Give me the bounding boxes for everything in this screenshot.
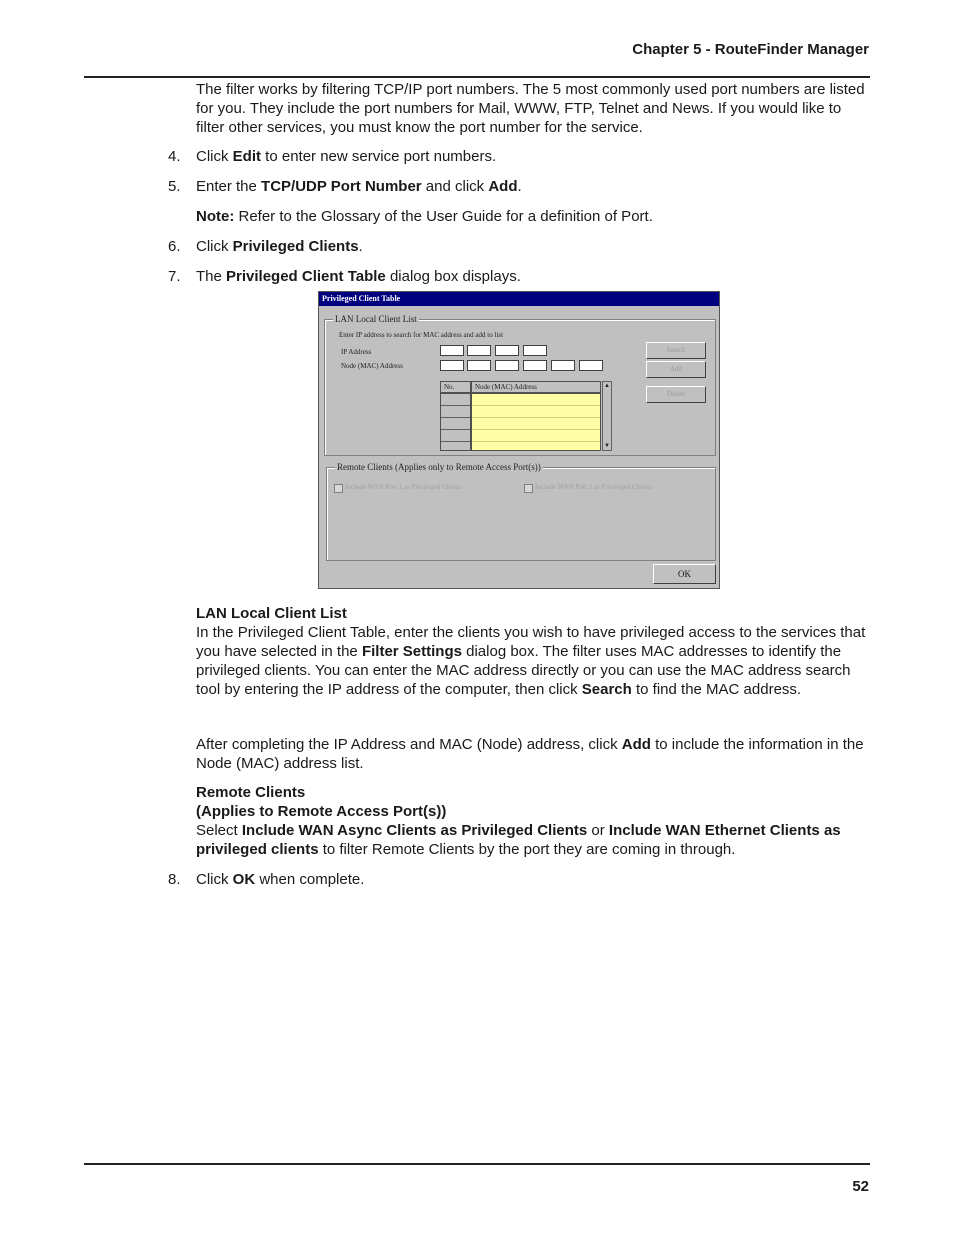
ip-octet-3-field[interactable] — [495, 345, 519, 356]
step-bold: Privileged Client Table — [226, 268, 386, 285]
text: After completing the IP Address and MAC (Node) address, click — [196, 736, 622, 753]
bold-text: Include WAN Ethernet Clients as privileged clients — [196, 822, 841, 858]
step-text: The — [196, 268, 227, 285]
list-scrollbar[interactable] — [602, 381, 612, 451]
step-text: Enter the — [196, 178, 262, 195]
privileged-client-table-dialog — [318, 291, 720, 589]
lan-group-label: LAN Local Client List — [335, 314, 417, 324]
wan-async-checkbox[interactable] — [334, 484, 343, 493]
column-header-node: Node (MAC) Address — [471, 381, 601, 393]
step-text: dialog box displays. — [385, 268, 521, 285]
scroll-down-icon[interactable]: ▼ — [604, 443, 610, 449]
text: dialog box. The filter uses MAC addresses to identify the privileged clients. You can enter the MAC address directly or you can use the MAC address search tool by entering the IP address of the computer, then click — [196, 643, 851, 698]
lan-hint: Enter IP address to search for MAC address and add to list — [339, 331, 504, 339]
step-text: when complete. — [255, 871, 365, 888]
ip-octet-2-field[interactable] — [467, 345, 491, 356]
text: to filter Remote Clients by the port they are coming in through. — [318, 841, 736, 858]
step-text: Click — [196, 148, 233, 165]
step-text: Click — [196, 238, 233, 255]
remote-section-heading: Remote Clients — [196, 784, 306, 801]
note — [196, 207, 872, 226]
header-rule — [84, 76, 870, 78]
text: to find the MAC address. — [631, 681, 802, 698]
dialog-title: Privileged Client Table — [319, 292, 719, 306]
remote-group-label: Remote Clients (Applies only to Remote Access Port(s)) — [337, 462, 541, 472]
mac-octet-6-field[interactable] — [579, 360, 603, 371]
intro-paragraph: The filter works by filtering TCP/IP port numbers. The 5 most commonly used port numbers are listed for you. They include the port numbers for Mail, WWW, FTP, Telnet and News. If you would like to filter other services, you must know the port number for the service. — [196, 81, 865, 136]
step-text: . — [517, 178, 522, 195]
step-bold: Add — [488, 178, 518, 195]
step-bold: TCP/UDP Port Number — [261, 178, 422, 195]
step-bold: OK — [232, 871, 256, 888]
step-number: 4. — [168, 148, 181, 165]
step-number: 5. — [168, 178, 181, 195]
step-number: 7. — [168, 268, 181, 285]
bold-text: Search — [581, 681, 632, 698]
lan-section-paragraph-2 — [196, 735, 872, 773]
row-number-column — [440, 393, 471, 451]
mac-octet-2-field[interactable] — [467, 360, 491, 371]
step-number: 6. — [168, 238, 181, 255]
delete-button[interactable]: Delete — [646, 386, 706, 403]
ip-address-label: IP Address — [341, 348, 372, 356]
node-address-label: Node (MAC) Address — [341, 362, 403, 370]
wan-async-label: Include WAN Port 1 as Privileged Clients — [345, 483, 462, 491]
step-text: to enter new service port numbers. — [261, 148, 497, 165]
lan-section-paragraph-1 — [196, 623, 872, 699]
step-6 — [168, 237, 868, 256]
ip-octet-1-field[interactable] — [440, 345, 464, 356]
step-7 — [168, 267, 868, 286]
step-number: 8. — [168, 871, 181, 888]
wan-ethernet-checkbox[interactable] — [524, 484, 533, 493]
wan-ethernet-label: Include WAN Port 2 as Privileged Clients — [535, 483, 652, 491]
mac-address-list[interactable] — [471, 393, 601, 451]
chapter-title: Chapter 5 - RouteFinder Manager — [632, 41, 869, 58]
step-5 — [168, 177, 868, 196]
lan-section-heading: LAN Local Client List — [196, 605, 347, 622]
footer-rule — [84, 1163, 870, 1165]
ok-button[interactable]: OK — [653, 564, 716, 584]
remote-clients-group — [326, 462, 716, 561]
remote-section-subheading: (Applies to Remote Access Port(s)) — [196, 803, 447, 820]
bold-text: Add — [621, 736, 651, 753]
search-button[interactable]: Search — [646, 342, 706, 359]
note-label: Note: — [196, 208, 235, 225]
text: In the Privileged Client Table, enter the clients you wish to have privileged access to the services that you have selected in the — [196, 624, 866, 660]
column-header-no: No. — [440, 381, 471, 393]
remote-section-paragraph — [196, 821, 872, 859]
step-text: Click — [196, 871, 233, 888]
step-text: . — [358, 238, 363, 255]
text: or — [587, 822, 609, 839]
step-text: and click — [421, 178, 489, 195]
add-button[interactable]: Add — [646, 361, 706, 378]
step-4 — [168, 147, 868, 166]
mac-octet-5-field[interactable] — [551, 360, 575, 371]
mac-octet-4-field[interactable] — [523, 360, 547, 371]
bold-text: Include WAN Async Clients as Privileged Clients — [241, 822, 588, 839]
mac-octet-1-field[interactable] — [440, 360, 464, 371]
bold-text: Filter Settings — [361, 643, 462, 660]
step-bold: Privileged Clients — [232, 238, 359, 255]
ip-octet-4-field[interactable] — [523, 345, 547, 356]
scroll-up-icon[interactable]: ▲ — [604, 383, 610, 389]
page-number: 52 — [852, 1178, 869, 1195]
text: Select — [196, 822, 242, 839]
mac-octet-3-field[interactable] — [495, 360, 519, 371]
step-8 — [168, 870, 868, 889]
note-text: Refer to the Glossary of the User Guide for a definition of Port. — [234, 208, 653, 225]
text: to include the information in the Node (MAC) address list. — [196, 736, 864, 772]
step-bold: Edit — [232, 148, 262, 165]
